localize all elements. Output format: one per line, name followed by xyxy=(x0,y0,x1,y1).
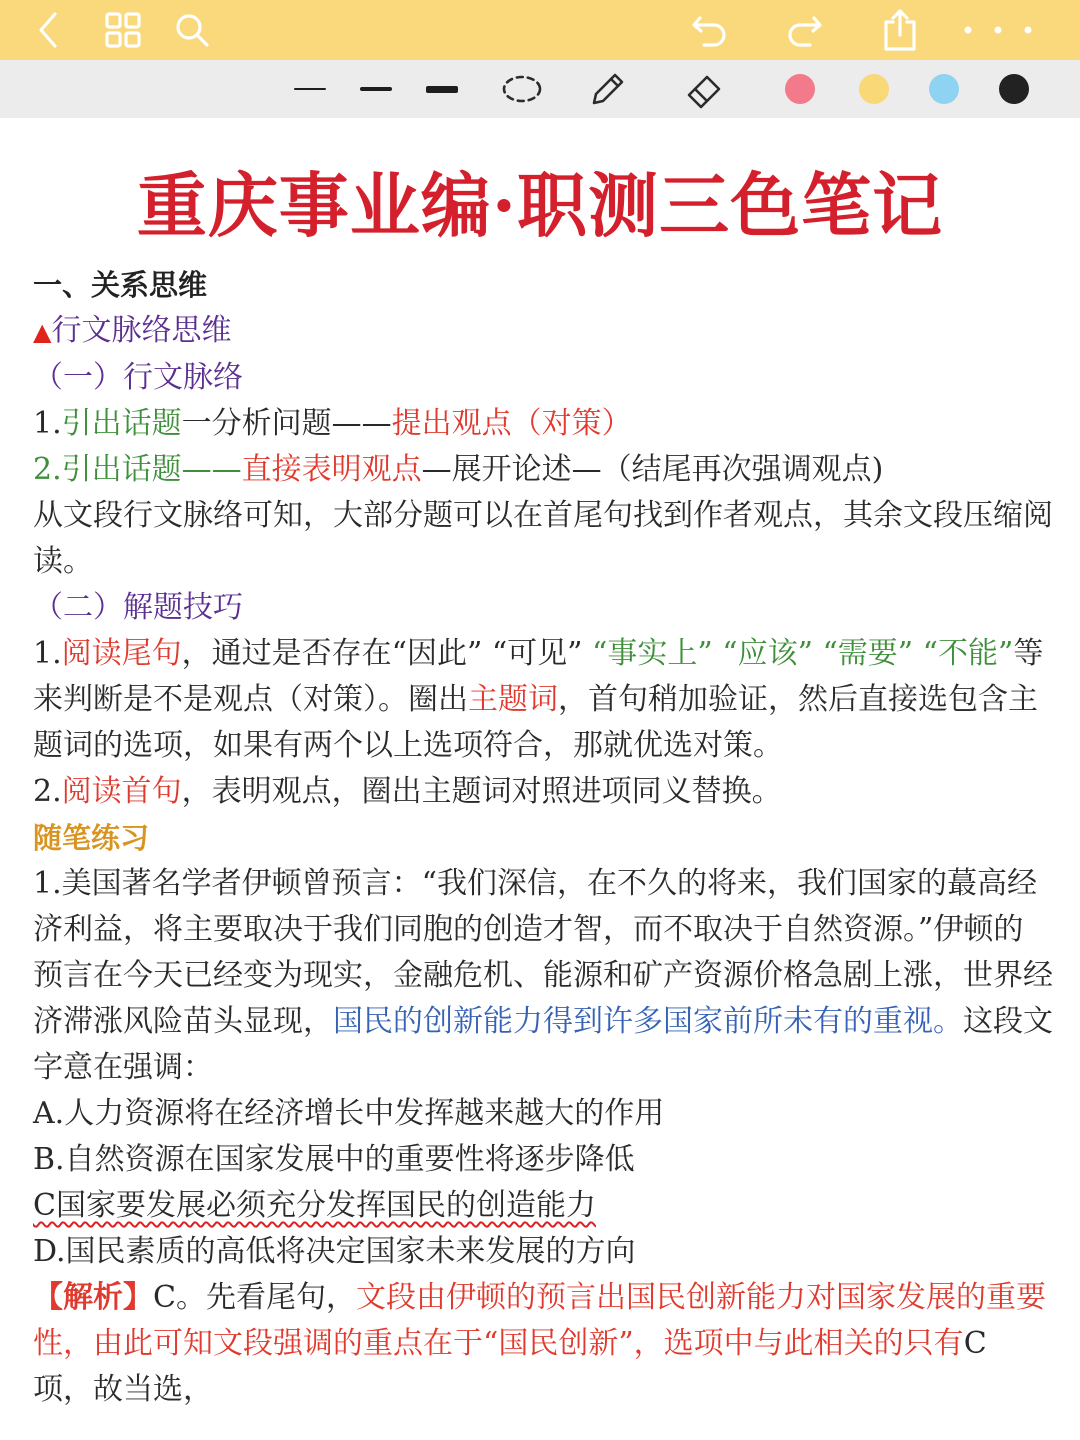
pencil-icon xyxy=(588,69,628,109)
answer-text: C 项，故当选， xyxy=(33,1326,987,1407)
page-title: 重庆事业编·职测三色笔记 xyxy=(136,164,944,247)
part-two-heading: （二）解题技巧 xyxy=(33,590,243,625)
text: 等来判断是不是观点（对策）。圈出 xyxy=(33,636,1044,717)
thick-line-icon xyxy=(426,86,458,93)
top-navigation-bar xyxy=(0,0,1080,60)
analysis-tag: 【解析】 xyxy=(33,1280,153,1315)
text-red: 主题词 xyxy=(468,682,558,717)
redo-icon[interactable] xyxy=(782,8,826,52)
subsection-label: 行文脉络思维 xyxy=(51,313,232,348)
answer-text: C。先看尾句， xyxy=(153,1280,356,1315)
option-d: D.国民素质的高低将决定国家未来发展的方向 xyxy=(33,1234,636,1269)
medium-line-icon xyxy=(360,87,392,91)
text: ，表明观点，圈出主题词对照进项同义替换。 xyxy=(181,774,782,809)
color-pink-swatch[interactable] xyxy=(784,68,816,110)
medium-line-tool[interactable] xyxy=(358,68,394,110)
question-prompt: 这段文字意在强调： xyxy=(33,1004,1053,1085)
text-green: 2.引出话题—— xyxy=(33,452,242,487)
option-a: A.人力资源将在经济增长中发挥越来越大的作用 xyxy=(33,1096,665,1131)
undo-icon[interactable] xyxy=(688,8,732,52)
practice-heading: 随笔练习 xyxy=(33,821,150,855)
text: —展开论述—（结尾再次强调观点) xyxy=(421,452,884,487)
share-icon[interactable] xyxy=(878,8,922,52)
option-c-text: C国家要发展必须充分发挥国民的创造能力 xyxy=(33,1188,596,1223)
note-content xyxy=(33,262,1053,1413)
eraser-icon xyxy=(683,69,725,109)
color-black-swatch[interactable] xyxy=(998,68,1030,110)
question-1 xyxy=(33,861,1053,1091)
answer-analysis xyxy=(33,1275,1053,1413)
text: ，通过是否存在“因此” “可见” xyxy=(181,636,593,671)
text: ，首句稍加验证，然后直接选包含主题词的选项，如果有两个以上选项符合，那就优选对策。 xyxy=(33,682,1038,763)
thick-line-tool[interactable] xyxy=(424,68,460,110)
structure-line-1 xyxy=(33,401,1053,447)
triangle-icon: ▲ xyxy=(33,318,52,346)
color-blue-swatch[interactable] xyxy=(928,68,960,110)
back-icon[interactable] xyxy=(26,8,70,52)
text: 2. xyxy=(33,774,62,809)
drawing-toolbar xyxy=(0,60,1080,118)
tip-2 xyxy=(33,769,1053,815)
grid-icon[interactable] xyxy=(101,8,145,52)
text-red: 阅读首句 xyxy=(61,774,182,809)
answer-text-red: 文段由伊顿的预言出国民创新能力对国家发展的重要性，由此可知文段强调的重点在于“国民创新”，选项中与此相关的只有 xyxy=(33,1280,1046,1361)
thin-line-tool[interactable] xyxy=(292,68,328,110)
lasso-icon xyxy=(501,74,543,104)
pen-tool[interactable] xyxy=(586,68,630,110)
color-yellow-swatch[interactable] xyxy=(858,68,890,110)
section-heading: 一、关系思维 xyxy=(33,268,208,302)
text-green: “事实上” “应该” “需要” “不能” xyxy=(592,636,1014,671)
subsection-heading xyxy=(33,308,1053,355)
thin-line-icon xyxy=(294,88,326,90)
option-c xyxy=(33,1183,1053,1229)
text-red: 阅读尾句 xyxy=(61,636,182,671)
part-one-heading: （一）行文脉络 xyxy=(33,360,243,395)
search-icon[interactable] xyxy=(170,8,214,52)
question-text: 1.美国著名学者伊顿曾预言：“我们深信，在不久的将来，我们国家的蕞高经济利益，将主要取决于我们同胞的创造才智，而不取决于自然资源。”伊顿的预言在今天已经变为现实，金融危机、能源和矿产资源价格急剧上涨，世界经济滞涨风险苗头显现， xyxy=(33,866,1053,1039)
option-b: B.自然资源在国家发展中的重要性将逐步降低 xyxy=(33,1142,635,1177)
summary-paragraph: 从文段行文脉络可知，大部分题可以在首尾句找到作者观点，其余文段压缩阅读。 xyxy=(33,498,1053,579)
tip-1 xyxy=(33,631,1053,769)
more-icon[interactable] xyxy=(960,8,1036,52)
text: 1. xyxy=(33,406,62,441)
text-red: 直接表明观点 xyxy=(241,452,422,487)
text: 一分析问题—— xyxy=(181,406,392,441)
text-green: 引出话题 xyxy=(61,406,182,441)
question-text-blue: 国民的创新能力得到许多国家前所未有的重视。 xyxy=(333,1004,963,1039)
lasso-tool[interactable] xyxy=(500,68,544,110)
text-red: 提出观点（对策） xyxy=(391,406,632,441)
eraser-tool[interactable] xyxy=(682,68,726,110)
text: 1. xyxy=(33,636,62,671)
structure-line-2 xyxy=(33,447,1053,493)
